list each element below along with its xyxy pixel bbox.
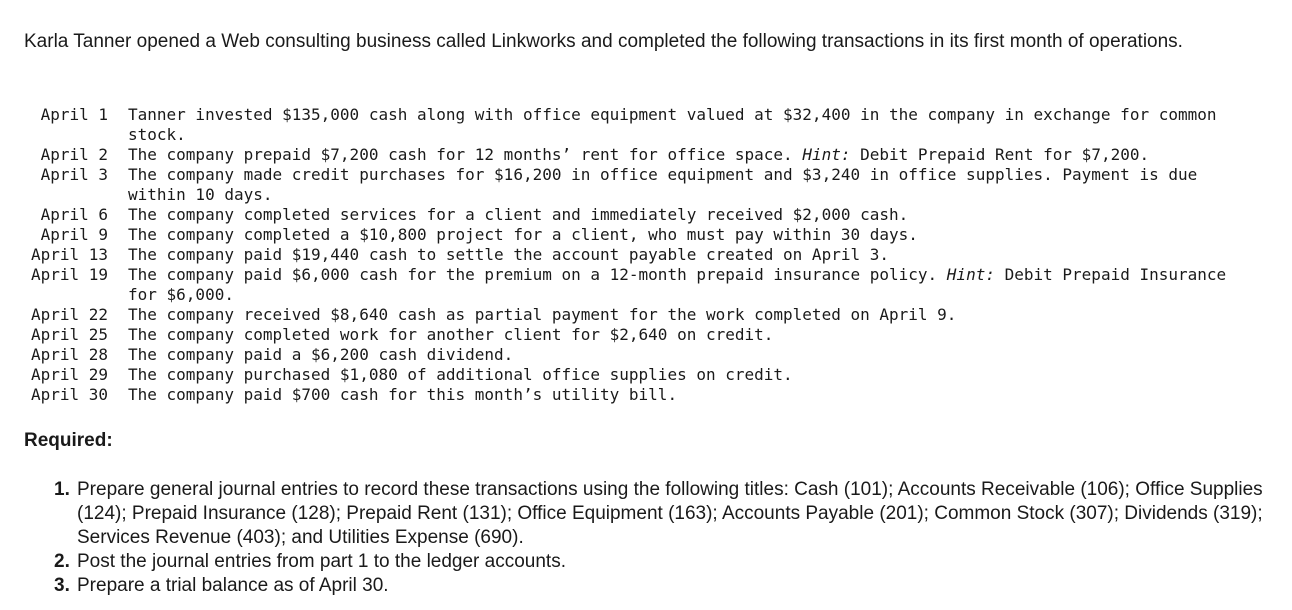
required-item [54,550,1279,574]
required-item-number: 2. [54,551,70,572]
transaction-text: The company purchased $1,080 of additional office supplies on credit. [128,365,793,384]
transactions-list [24,105,1274,405]
transaction-date: April 19 [30,265,108,284]
transaction-text-wrap [128,265,1254,305]
transaction-date: April 25 [30,325,108,344]
transaction-row [24,265,1274,305]
transaction-text: The company completed work for another client for $2,640 on credit. [128,325,774,344]
transaction-text-wrap [128,145,1254,165]
transaction-date: April 1 [40,105,108,124]
required-item-number: 3. [54,575,70,596]
required-list [54,478,1279,598]
transaction-row [24,245,1274,265]
transaction-text: Tanner invested $135,000 cash along with office equipment valued at $32,400 in the company in exchange for common stock. [128,105,1217,144]
transaction-text: The company paid $700 cash for this month’s utility bill. [128,385,678,404]
transaction-date: April 29 [30,365,108,384]
transaction-row [24,365,1274,385]
transaction-row [24,225,1274,245]
transaction-text: The company prepaid $7,200 cash for 12 months’ rent for office space. [128,145,793,164]
transaction-row [24,105,1274,145]
required-item-text: Post the journal entries from part 1 to the ledger accounts. [77,551,566,572]
transaction-text: The company completed a $10,800 project for a client, who must pay within 30 days. [128,225,918,244]
transaction-row [24,345,1274,365]
transaction-text: The company paid a $6,200 cash dividend. [128,345,514,364]
transaction-date: April 2 [40,145,108,164]
required-item-text: Prepare general journal entries to record these transactions using the following titles: Cash (101); Accounts Receivable (106); Office Supplies (124); Prepaid Insurance (128); Prepaid Rent (131); Office Equipment (163); Accounts Payable (201); Common Stock (307); Dividends (319); Services Revenue (403); and Utilities Expense (690). [77,479,1263,548]
transaction-date: April 3 [40,165,108,184]
problem-intro: Karla Tanner opened a Web consulting business called Linkworks and completed the following transactions in its first month of operations. [24,31,1183,52]
transaction-date: April 9 [40,225,108,244]
transaction-text: The company received $8,640 cash as partial payment for the work completed on April 9. [128,305,957,324]
hint-text: Debit Prepaid Insurance for $6,000. [128,265,1227,304]
transaction-text: The company completed services for a client and immediately received $2,000 cash. [128,205,909,224]
transaction-row [24,205,1274,225]
hint-label: Hint: [946,265,995,284]
required-item [54,478,1279,550]
transaction-date: April 30 [30,385,108,404]
transaction-date: April 6 [40,205,108,224]
transaction-text: The company paid $6,000 cash for the premium on a 12-month prepaid insurance policy. [128,265,938,284]
transaction-text: The company made credit purchases for $16,200 in office equipment and $3,240 in office supplies. Payment is due within 10 days. [128,165,1198,204]
required-item-number: 1. [54,479,70,500]
transaction-date: April 13 [30,245,108,264]
transaction-row [24,165,1274,205]
required-heading: Required: [24,430,113,451]
transaction-date: April 22 [30,305,108,324]
transaction-text: The company paid $19,440 cash to settle the account payable created on April 3. [128,245,889,264]
required-item-text: Prepare a trial balance as of April 30. [77,575,389,596]
transaction-row [24,385,1274,405]
transaction-row [24,305,1274,325]
required-item [54,574,1279,598]
transaction-row [24,325,1274,345]
transaction-date: April 28 [30,345,108,364]
hint-label: Hint: [802,145,851,164]
hint-text: Debit Prepaid Rent for $7,200. [860,145,1150,164]
transaction-row [24,145,1274,165]
